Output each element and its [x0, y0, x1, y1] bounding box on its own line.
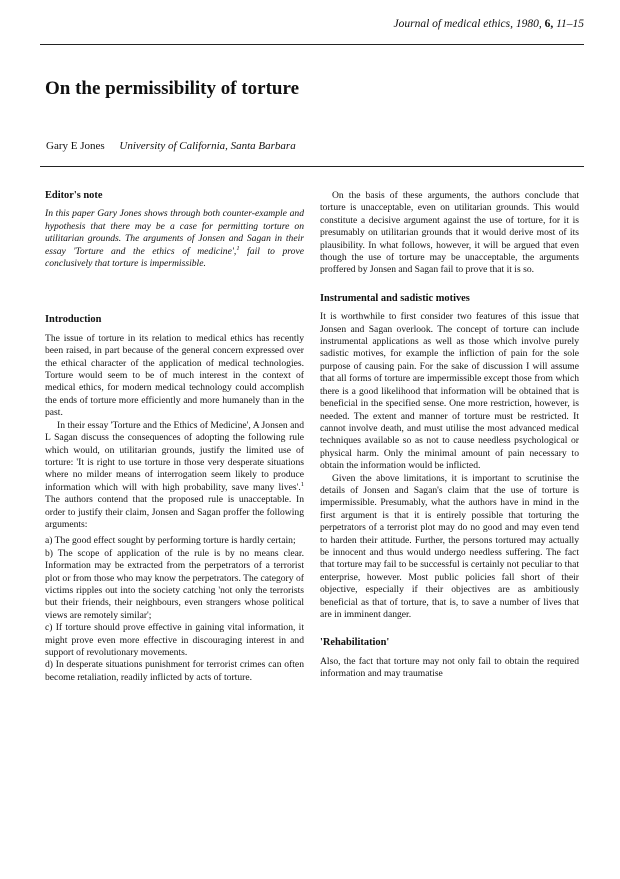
- byline-rule: [40, 166, 584, 167]
- rehabilitation-paragraph-1: Also, the fact that torture may not only fail to obtain the required information and may traumatise: [320, 655, 579, 680]
- rehabilitation-heading: 'Rehabilitation': [320, 637, 390, 649]
- running-head: [394, 18, 584, 30]
- journal-year: 1980,: [515, 18, 542, 30]
- introduction-paragraph-2: In their essay 'Torture and the Ethics of Medicine', A Jonsen and L Sagan discuss the consequences of adopting the following rule which would, on utilitarian grounds, justify the limited use of torture: 'It is right to use torture in those very desperate situations where no milder means of interrogation seem likely to produce information which will with high probability, save many lives'.$^1$ The authors contend that the proposed rule is unacceptable. In order to justify their claim, Jonsen and Sagan proffer the following arguments:: [45, 419, 304, 530]
- introduction-paragraph-1: The issue of torture in its relation to medical ethics has recently been raised, in part because of the general concern expressed over the ethical character of the application of medical technologies. Torture would seem to be of much interest in the context of medical ethics, for modern medical technology could accomplish the ends of torture more efficiently and more humanely than in the past.: [45, 332, 304, 419]
- top-rule: [40, 44, 584, 45]
- instrumental-paragraph-1: It is worthwhile to first consider two features of this issue that Jonsen and Sagan overlook. The concept of torture can include instrumental applications as well as those which involve purely sadistic motives, for example the infliction of pain for the sole purpose of causing pain. For the sake of discussion I will assume that all forms of torture are impermissible except those from which there is a good likelihood that information will be obtained that is beneficial in the specified sense. One more restriction, however, is needed. The extent and manner of torture must be restricted. It cannot involve death, and must utilise the most advanced medical techniques available so as not to cause needless psychological or physical harm. Only the minimal amount of pain necessary to obtain the information would be inflicted.: [320, 311, 579, 472]
- instrumental-paragraph-2: Given the above limitations, it is important to scrutinise the details of Jonsen and Sagan's claim that the use of torture is impermissible. Presumably, what the authors have in mind in the first argument is that it is entirely possible that torturing the perpetrators of a terrorist plot may do no good and may even tend to harden their attitude. Further, the persons tortured may actually be innocent and thus would undergo needless suffering. The fact that torture may fail to be successful is certainly not peculiar to that enterprise, however. Most public policies fall short of their objective, especially if their objectives are as ambitiously beneficial as that of torture, that is, to save a number of lives that are in imminent danger.: [320, 472, 579, 620]
- journal-name: Journal of medical ethics,: [393, 18, 513, 30]
- argument-a: a) The good effect sought by performing torture is hardly certain;: [45, 535, 296, 547]
- byline: [46, 140, 296, 152]
- right-column: [320, 190, 579, 681]
- conclusion-paragraph: On the basis of these arguments, the authors conclude that torture is unacceptable, even on utilitarian grounds. This would constitute a decisive argument against the use of torture, for it is presumably on utilitarian grounds that it would derive most of its plausibility. In what follows, however, it will be argued that even though the use of torture may be unacceptable, the arguments proffered by Jonsen and Sagan fail to prove that it is so.: [320, 190, 579, 276]
- editors-note-text: In this paper Gary Jones shows through both counter-example and hypothesis that there may be a case for permitting torture on utilitarian grounds. The arguments of Jonsen and Sagan in their essay 'Torture and the ethics of medicine',$^1$ fail to prove conclusively that torture is impermissible.: [45, 208, 304, 270]
- journal-volume: 6,: [544, 18, 554, 30]
- author-name: Gary E Jones: [46, 140, 105, 152]
- editors-note-heading: Editor's note: [45, 190, 103, 201]
- argument-c: c) If torture should prove effective in gaining vital information, it might prove even more effective in discouraging interest in and support of revolutionary movements.: [45, 622, 304, 658]
- introduction-heading: Introduction: [45, 314, 102, 326]
- instrumental-heading: Instrumental and sadistic motives: [320, 292, 470, 304]
- argument-d: d) In desperate situations punishment for terrorist crimes can often become retaliation, readily inflicted by acts of torture.: [45, 659, 304, 683]
- article-title: On the permissibility of torture: [45, 78, 300, 99]
- author-affiliation: University of California, Santa Barbara: [119, 140, 296, 152]
- left-column: [45, 190, 304, 684]
- argument-b: b) The scope of application of the rule is by no means clear. Information may be extracted from the perpetrators of a terrorist plot or from those who may know the perpetrators. The category of victims ripples out into the society catching 'not only the terrorists but their friends, their neighbours, even strangers whose political views are remotely similar';: [45, 547, 304, 621]
- journal-pages: 11–15: [556, 18, 584, 30]
